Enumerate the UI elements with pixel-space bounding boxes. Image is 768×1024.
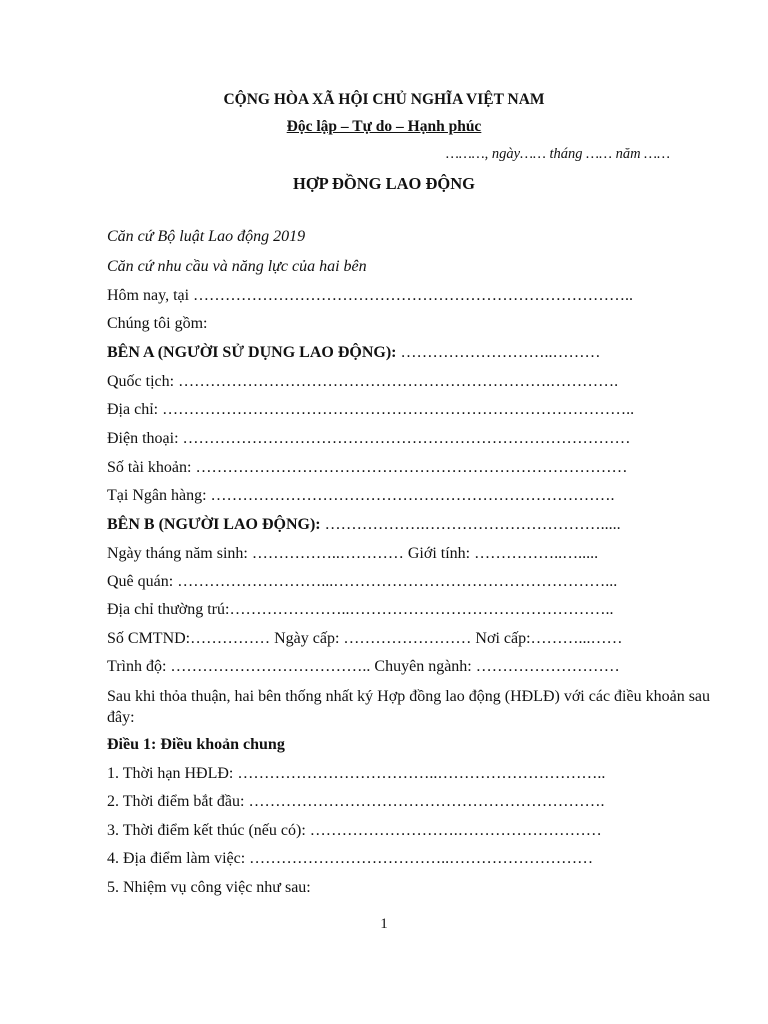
we-line: Chúng tôi gồm: — [107, 315, 208, 332]
party-b-residence: Địa chỉ thường trú:…………………..………………………………………….. — [107, 601, 614, 618]
agreement-paragraph: Sau khi thỏa thuận, hai bên thống nhất ký Hợp đồng lao động (HĐLĐ) với các điều khoản sau đây: — [107, 688, 711, 726]
nation-heading: CỘNG HÒA XÃ HỘI CHỦ NGHĨA VIỆT NAM — [223, 91, 545, 108]
today-line: Hôm nay, tại ……………………………………………………………………….. — [107, 287, 634, 304]
article-1-item-5: 5. Nhiệm vụ công việc như sau: — [107, 879, 311, 896]
party-a-nationality: Quốc tịch: …………………………………………………………….…………. — [107, 373, 619, 390]
basis-line-1: Căn cứ Bộ luật Lao động 2019 — [107, 228, 306, 245]
party-b-id: Số CMTND:…………… Ngày cấp: …………………… Nơi cấp:………...…… — [107, 630, 623, 647]
party-b-heading-fill: ……………….……………………………..... — [320, 516, 621, 533]
page-number: 1 — [380, 916, 388, 932]
article-1-item-1: 1. Thời hạn HĐLĐ: ………………………………..………………………….. — [107, 765, 606, 782]
party-a-heading: BÊN A (NGƯỜI SỬ DỤNG LAO ĐỘNG): — [107, 344, 397, 361]
party-a-phone: Điện thoại: ………………………………………………………………………… — [107, 430, 631, 447]
article-1-item-4: 4. Địa điểm làm việc: ………………………………..……………………… — [107, 850, 594, 867]
article-1-item-2: 2. Thời điểm bắt đầu: …………………………………………………………. — [107, 793, 605, 810]
party-b-hometown: Quê quán: ………………………...……………………………………………... — [107, 573, 618, 590]
article-1-item-3: 3. Thời điểm kết thúc (nếu có): ……………………….……………………… — [107, 822, 602, 839]
party-b-heading: BÊN B (NGƯỜI LAO ĐỘNG): — [107, 516, 321, 533]
basis-line-2: Căn cứ nhu cầu và năng lực của hai bên — [107, 258, 367, 275]
date-line: ………, ngày…… tháng …… năm …… — [446, 146, 670, 162]
party-b-birth: Ngày tháng năm sinh: ……………..………… Giới tính: ……………..…..... — [107, 545, 599, 562]
contract-title: HỢP ĐỒNG LAO ĐỘNG — [293, 174, 475, 193]
party-a-address: Địa chỉ: …………………………………………………………………………….. — [107, 401, 635, 418]
party-a-heading-fill: ………………………..……… — [396, 344, 601, 361]
motto: Độc lập – Tự do – Hạnh phúc — [286, 118, 482, 135]
article-1-heading: Điều 1: Điều khoản chung — [107, 736, 285, 753]
party-a-heading-line — [107, 344, 601, 362]
party-b-heading-line — [107, 516, 621, 534]
party-a-bank: Tại Ngân hàng: …………………………………………………………………. — [107, 487, 615, 504]
party-b-education: Trình độ: ……………………………….. Chuyên ngành: ……………………… — [107, 658, 620, 675]
party-a-account: Số tài khoản: ……………………………………………………………………… — [107, 459, 628, 476]
